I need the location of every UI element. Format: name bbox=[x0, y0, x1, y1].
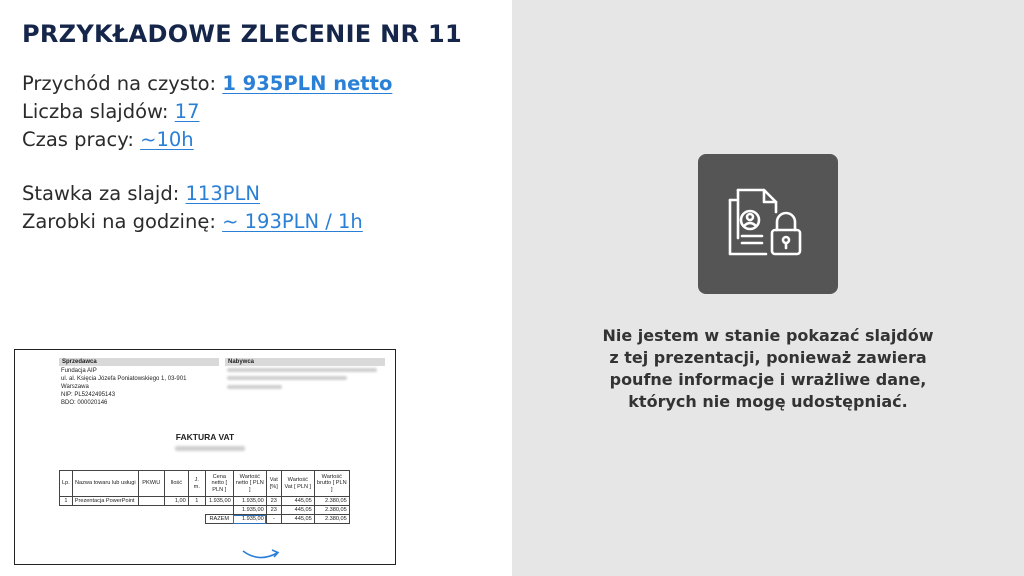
spacer bbox=[22, 154, 392, 180]
subtotal-row bbox=[60, 506, 350, 515]
notice-line: których nie mogę udostępniać. bbox=[628, 392, 908, 411]
col-header: Vat [%] bbox=[266, 471, 281, 497]
redacted-line bbox=[227, 376, 347, 380]
col-header: Nazwa towaru lub usługi bbox=[72, 471, 138, 497]
hourly-label: Zarobki na godzinę: bbox=[22, 210, 223, 233]
seller-line: Fundacja AIP bbox=[61, 368, 97, 374]
cell: Prezentacja PowerPoint bbox=[72, 497, 138, 506]
confidential-icon-box bbox=[698, 154, 838, 294]
col-header: Wartość brutto [ PLN ] bbox=[314, 471, 349, 497]
cell: - bbox=[266, 515, 281, 524]
time-row bbox=[22, 126, 392, 154]
cell: 1.935,00 bbox=[233, 497, 266, 506]
notice-line: poufne informacje i wrażliwe dane, bbox=[609, 370, 927, 389]
right-panel bbox=[512, 0, 1024, 576]
seller-header: Sprzedawca bbox=[59, 358, 219, 366]
hourly-value-link[interactable]: ~ 193PLN / 1h bbox=[222, 210, 363, 233]
confidential-document-lock-icon bbox=[726, 182, 810, 266]
revenue-label: Przychód na czysto: bbox=[22, 72, 223, 95]
rate-row bbox=[22, 180, 392, 208]
col-header: Ilość bbox=[164, 471, 188, 497]
cell: 445,05 bbox=[281, 506, 314, 515]
empty-cell bbox=[60, 506, 234, 515]
seller-line: NIP: PL5242495143 bbox=[61, 392, 116, 398]
seller-line: Warszawa bbox=[61, 384, 89, 390]
invoice-image bbox=[14, 349, 396, 565]
redacted-line bbox=[227, 368, 377, 372]
cell: 1.935,00 bbox=[205, 497, 233, 506]
col-header: J. m. bbox=[188, 471, 205, 497]
cell: 1,00 bbox=[164, 497, 188, 506]
table-row bbox=[60, 497, 350, 506]
curved-arrow-icon bbox=[241, 547, 283, 561]
cell: 445,05 bbox=[281, 515, 314, 524]
rate-value-link[interactable]: 113PLN bbox=[185, 182, 260, 205]
table-header-row bbox=[60, 471, 350, 497]
hourly-row bbox=[22, 208, 392, 236]
invoice-number-redacted bbox=[175, 446, 245, 451]
cell bbox=[138, 497, 164, 506]
buyer-header: Nabywca bbox=[225, 358, 385, 366]
revenue-value-link[interactable]: 1 935PLN netto bbox=[222, 72, 393, 95]
revenue-row bbox=[22, 70, 392, 98]
invoice-table bbox=[59, 470, 350, 524]
rate-label: Stawka za slajd: bbox=[22, 182, 186, 205]
total-row bbox=[60, 515, 350, 524]
cell: 2.380,05 bbox=[314, 515, 349, 524]
notice-line: Nie jestem w stanie pokazać slajdów bbox=[602, 326, 934, 345]
slides-label: Liczba slajdów: bbox=[22, 100, 175, 123]
seller-line: BDO: 000020146 bbox=[61, 400, 108, 406]
col-header: Lp. bbox=[60, 471, 73, 497]
slides-row bbox=[22, 98, 392, 126]
stats-block bbox=[22, 70, 392, 236]
slides-value-link[interactable]: 17 bbox=[174, 100, 200, 123]
time-label: Czas pracy: bbox=[22, 128, 141, 151]
cell: 445,05 bbox=[281, 497, 314, 506]
col-header: Wartość Vat [ PLN ] bbox=[281, 471, 314, 497]
time-value-link[interactable]: ~10h bbox=[140, 128, 194, 151]
buyer-details-redacted bbox=[227, 368, 377, 393]
col-header: Cena netto [ PLN ] bbox=[205, 471, 233, 497]
notice-line: z tej prezentacji, ponieważ zawiera bbox=[609, 348, 927, 367]
page-title: PRZYKŁADOWE ZLECENIE NR 11 bbox=[22, 20, 462, 48]
cell: 2.380,05 bbox=[314, 497, 349, 506]
cell: 2.380,05 bbox=[314, 506, 349, 515]
cell: 1 bbox=[60, 497, 73, 506]
col-header: PKWiU bbox=[138, 471, 164, 497]
empty-cell bbox=[60, 515, 206, 524]
cell: 1 bbox=[188, 497, 205, 506]
seller-line: ul. al. Księcia Józefa Poniatowskiego 1, 03-901 bbox=[61, 376, 187, 382]
total-label: RAZEM bbox=[205, 515, 233, 524]
invoice-title: FAKTURA VAT bbox=[175, 432, 235, 442]
cell: 23 bbox=[266, 497, 281, 506]
col-header: Wartość netto [ PLN ] bbox=[233, 471, 266, 497]
seller-details bbox=[61, 367, 186, 407]
confidential-notice bbox=[512, 325, 1024, 413]
cell: 1.935,00 bbox=[233, 506, 266, 515]
cell: 23 bbox=[266, 506, 281, 515]
total-net-highlighted: 1.935,00 bbox=[233, 515, 266, 524]
redacted-line bbox=[227, 385, 282, 389]
